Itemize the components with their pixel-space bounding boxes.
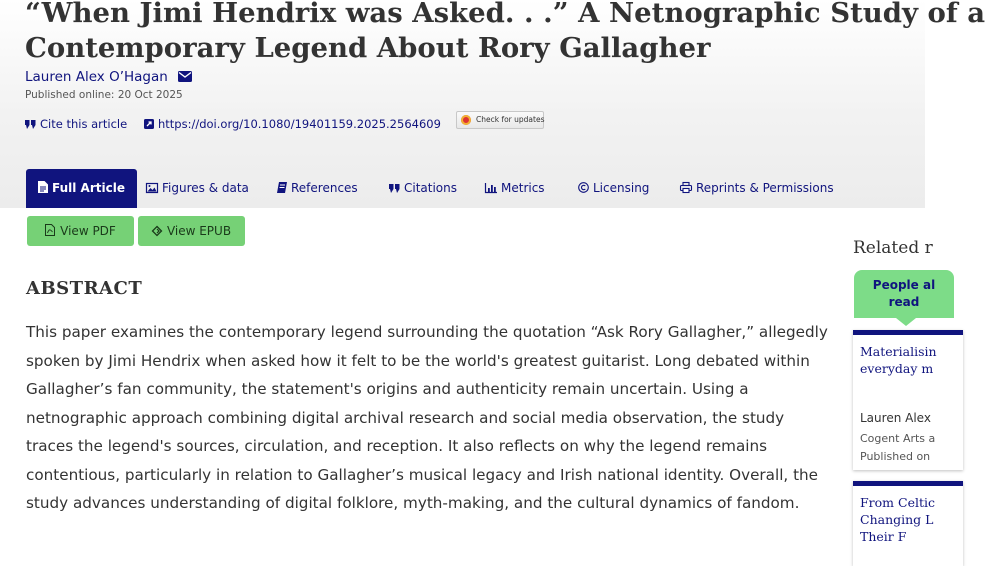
author-link[interactable] bbox=[25, 69, 192, 86]
printer-icon bbox=[680, 182, 692, 193]
copyright-icon bbox=[578, 182, 589, 193]
related-article-author: Lauren Alex bbox=[860, 411, 931, 425]
cite-label[interactable]: Cite this article bbox=[40, 117, 128, 131]
image-icon bbox=[146, 183, 158, 193]
related-article-title-line[interactable]: Materialisin bbox=[860, 344, 937, 359]
people-also-read-tab[interactable] bbox=[854, 270, 954, 318]
document-icon bbox=[38, 181, 48, 193]
related-article-title-line[interactable]: Their F bbox=[860, 529, 907, 544]
related-article-title-line[interactable]: everyday m bbox=[860, 361, 934, 376]
book-icon bbox=[277, 182, 287, 193]
tab-label[interactable]: Full Article bbox=[52, 181, 125, 195]
article-title-line-1: “When Jimi Hendrix was Asked. . .” A Netnographic Study of a bbox=[25, 0, 985, 29]
tab-label[interactable]: References bbox=[291, 181, 358, 195]
doi-text[interactable]: https://doi.org/10.1080/19401159.2025.2564609 bbox=[158, 117, 441, 131]
quote-icon bbox=[25, 120, 36, 129]
crossmark-icon bbox=[461, 115, 471, 125]
related-article-journal: Cogent Arts a bbox=[860, 432, 936, 445]
people-tab-line-1[interactable]: People al bbox=[872, 278, 936, 292]
related-article-published: Published on bbox=[860, 450, 931, 463]
active-tab-arrow bbox=[896, 318, 916, 326]
related-article-title-line[interactable]: From Celtic bbox=[860, 495, 935, 510]
tab-full-article[interactable] bbox=[26, 169, 137, 208]
author-name[interactable]: Lauren Alex O’Hagan bbox=[25, 69, 168, 85]
pdf-icon bbox=[45, 224, 55, 236]
tab-references[interactable] bbox=[277, 169, 358, 208]
related-article-title-line[interactable]: Changing L bbox=[860, 512, 934, 527]
view-epub-label[interactable]: View EPUB bbox=[166, 224, 232, 238]
people-tab-line-2[interactable]: read bbox=[888, 295, 920, 309]
published-date bbox=[25, 89, 183, 101]
view-pdf-label[interactable]: View PDF bbox=[60, 224, 116, 238]
envelope-icon[interactable] bbox=[178, 70, 192, 86]
abstract-heading: ABSTRACT bbox=[26, 278, 143, 299]
related-article-card[interactable] bbox=[853, 330, 963, 470]
tab-label[interactable]: Licensing bbox=[593, 181, 650, 195]
published-value: 20 Oct 2025 bbox=[117, 89, 183, 101]
view-epub-button[interactable] bbox=[138, 216, 245, 246]
cite-this-article-link[interactable] bbox=[25, 117, 127, 131]
tab-label[interactable]: Figures & data bbox=[162, 181, 249, 195]
tab-metrics[interactable] bbox=[485, 169, 545, 208]
check-for-updates-label[interactable]: Check for updates bbox=[476, 115, 545, 124]
external-link-icon bbox=[144, 119, 154, 129]
tab-licensing[interactable] bbox=[578, 169, 649, 208]
related-research-heading: Related r bbox=[853, 238, 933, 258]
tab-label[interactable]: Metrics bbox=[501, 181, 545, 195]
tab-reprints-permissions[interactable] bbox=[680, 169, 834, 208]
related-article-card[interactable] bbox=[853, 481, 963, 566]
tab-figures-data[interactable] bbox=[146, 169, 249, 208]
check-for-updates-button[interactable] bbox=[456, 111, 544, 129]
doi-link[interactable] bbox=[144, 117, 441, 131]
published-label: Published online: bbox=[25, 89, 115, 101]
view-pdf-button[interactable] bbox=[27, 216, 134, 246]
epub-icon bbox=[152, 226, 162, 236]
article-title bbox=[25, 0, 985, 66]
article-header bbox=[0, 0, 985, 208]
article-title-line-2: Contemporary Legend About Rory Gallagher bbox=[25, 32, 711, 64]
bar-chart-icon bbox=[485, 183, 497, 193]
tab-label[interactable]: Citations bbox=[404, 181, 458, 195]
quote-icon bbox=[389, 184, 400, 193]
tab-citations[interactable] bbox=[389, 169, 457, 208]
tab-label[interactable]: Reprints & Permissions bbox=[696, 181, 834, 195]
abstract-text: This paper examines the contemporary legend surrounding the quotation “Ask Rory Gallagher,” allegedly spoken by Jimi Hendrix when asked how it felt to be the world's greatest guitarist. Long debated within Gallagher’s fan community, the statement's origins and authenticity remain uncertain. Using a netnographic approach combining digital archival research and social media observation, the study traces the legend's sources, circulation, and reception. It also reflects on why the legend remains contentious, particularly in relation to Gallagher’s musical legacy and Irish national identity. Overall, the study advances understanding of digital folklore, myth-making, and the cultural dynamics of fandom. bbox=[26, 323, 828, 512]
